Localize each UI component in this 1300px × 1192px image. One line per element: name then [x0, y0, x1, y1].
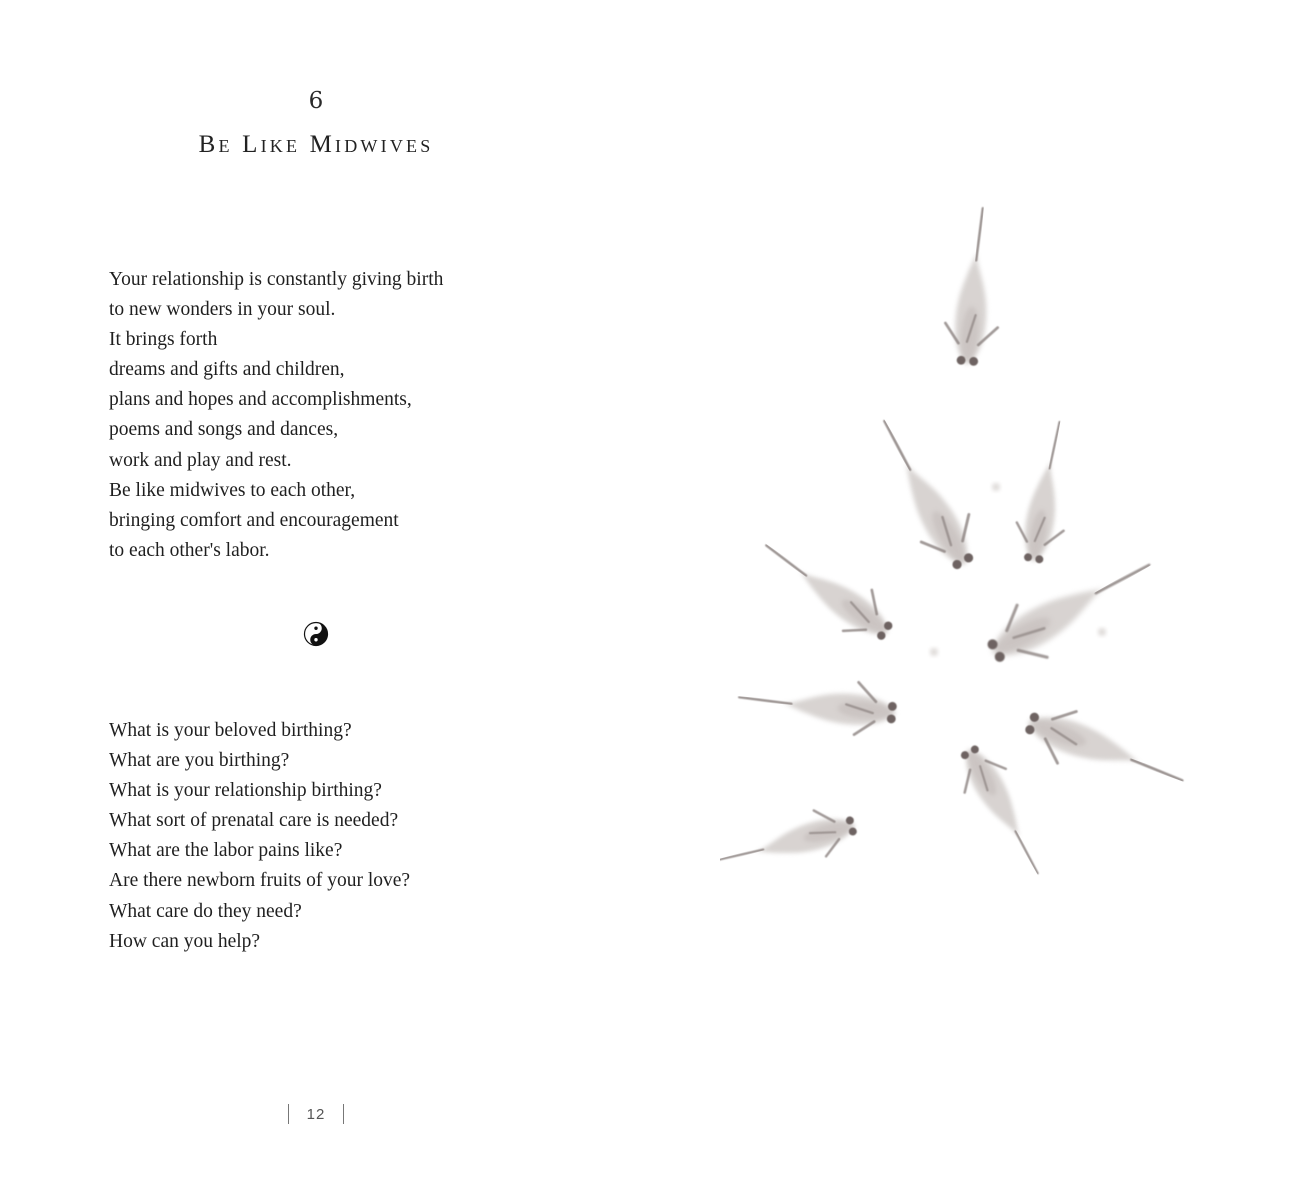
ink-droplet — [992, 483, 1000, 491]
second-stanza — [109, 716, 410, 957]
first-stanza — [109, 265, 443, 566]
fish-figure — [860, 408, 990, 579]
poem-line: poems and songs and dances, — [109, 419, 339, 441]
right-page — [650, 0, 1300, 1192]
folio-right-rule — [343, 1104, 344, 1124]
fish-figure — [751, 526, 903, 653]
yin-yang-icon — [303, 621, 329, 647]
page-folio — [280, 1103, 352, 1125]
poem-line: What are you birthing? — [109, 750, 290, 772]
poem-line: work and play and rest. — [109, 449, 292, 471]
poem-line: to each other's labor. — [109, 539, 270, 561]
poem-line: dreams and gifts and children, — [109, 359, 345, 381]
poem-line: How can you help? — [109, 930, 261, 952]
poem-line: Your relationship is constantly giving birth — [109, 269, 444, 290]
chapter-title: Be Like Midwives — [198, 131, 434, 158]
poem-line: It brings forth — [109, 329, 218, 351]
poem-line: What is your beloved birthing? — [109, 720, 352, 741]
poem-line: What care do they need? — [109, 900, 302, 922]
poem-line: Are there newborn fruits of your love? — [109, 870, 411, 892]
fish-figure — [947, 737, 1059, 884]
fish-figure — [942, 206, 1008, 368]
page-number: 12 — [306, 1105, 326, 1123]
fish-figure — [977, 538, 1163, 680]
poem-line: plans and hopes and accomplishments, — [109, 389, 412, 411]
ink-droplet — [1098, 628, 1106, 636]
fish-figure — [1011, 418, 1083, 567]
chapter-number: 6 — [308, 88, 324, 114]
poem-line: Be like midwives to each other, — [109, 479, 356, 501]
fish-figure — [1018, 697, 1192, 805]
poem-line: What sort of prenatal care is needed? — [109, 810, 399, 832]
poem-line: bringing comfort and encouragement — [109, 509, 399, 531]
left-page — [0, 0, 640, 1192]
poem-line: to new wonders in your soul. — [109, 299, 336, 321]
ink-droplet — [930, 648, 938, 656]
fish-figure — [720, 801, 861, 884]
poem-line: What are the labor pains like? — [109, 840, 343, 862]
poem-line: What is your relationship birthing? — [109, 780, 382, 802]
fish-figure — [737, 672, 899, 738]
fish-illustration — [720, 195, 1240, 885]
